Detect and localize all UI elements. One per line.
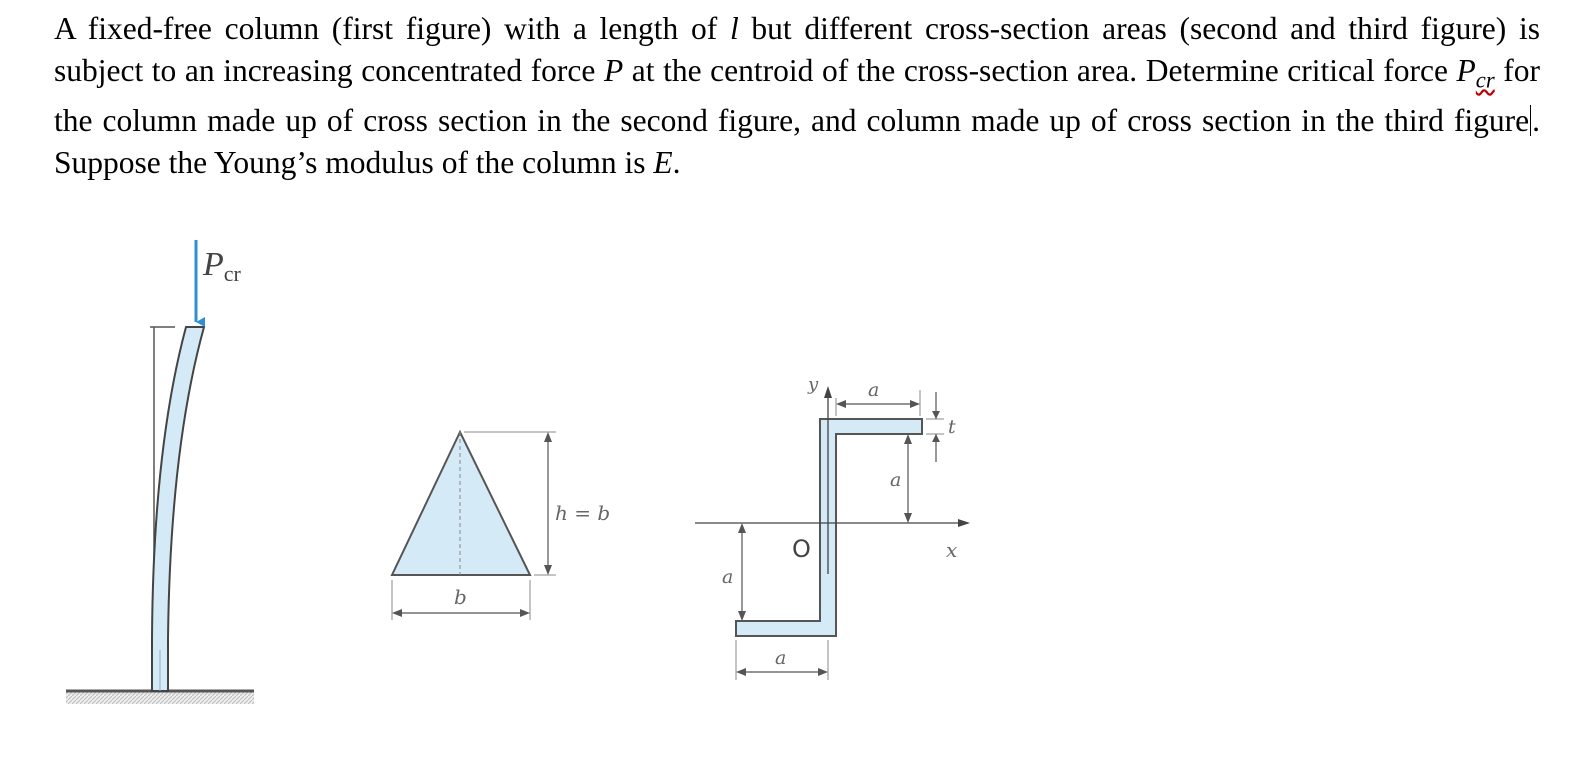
problem-text-4: for the column made up of cross section in the second figure, and column made up of cross section in the third figure [54, 52, 1540, 139]
problem-text-2: but different cross-section areas (second and third figure) is subject to an increasing concentrated force [54, 11, 1540, 88]
load-label-subscript: cr [223, 261, 241, 286]
triangle-section [392, 432, 530, 575]
top-flange-label: a [868, 379, 880, 401]
thickness-arrow-bottom [932, 434, 940, 442]
load-label-base: P [203, 246, 224, 283]
critical-force-subscript: cr [1475, 66, 1495, 92]
upper-web-label: a [890, 469, 902, 491]
base-label: b [454, 585, 467, 609]
force-symbol: P [603, 52, 624, 88]
x-axis-arrow [958, 519, 970, 527]
buckled-column [152, 327, 204, 691]
problem-text-5: . Suppose the Young’s modulus of the column is [54, 103, 1540, 180]
upper-web-arrow-top [904, 434, 912, 444]
problem-text-3: at the centroid of the cross-section area. Determine critical force [623, 52, 1457, 88]
height-arrow-top [544, 432, 552, 442]
origin-label: O [792, 535, 811, 563]
load-label [202, 246, 242, 286]
height-arrow-bottom [544, 565, 552, 575]
z-section [736, 419, 922, 636]
length-symbol: l [729, 11, 739, 46]
bottom-flange-label: a [775, 647, 787, 669]
z-section-figure [695, 374, 970, 680]
problem-text-1: A fixed-free column (first figure) with a length of [54, 11, 730, 46]
upper-web-arrow-bottom [904, 513, 912, 523]
base-arrow-right [520, 609, 530, 617]
critical-force-base: P [1456, 52, 1476, 88]
y-axis-label: y [808, 374, 819, 395]
lower-web-label: a [722, 566, 734, 588]
bottom-flange-arrow-left [736, 668, 746, 676]
modulus-symbol: E [653, 144, 673, 180]
base-arrow-left [392, 609, 402, 617]
x-axis-label: x [946, 538, 958, 562]
column-figure [66, 240, 254, 704]
top-flange-arrow-left [836, 400, 846, 408]
lower-web-arrow-bottom [738, 611, 746, 621]
lower-web-arrow-top [738, 523, 746, 533]
thickness-label: t [948, 416, 956, 438]
y-axis-arrow [824, 386, 832, 398]
top-flange-arrow-right [910, 400, 920, 408]
height-label: h = b [555, 501, 611, 525]
triangle-section-figure [392, 432, 634, 620]
thickness-arrow-top [932, 411, 940, 419]
problem-text-6: . [672, 144, 681, 180]
bottom-flange-arrow-right [818, 668, 828, 676]
